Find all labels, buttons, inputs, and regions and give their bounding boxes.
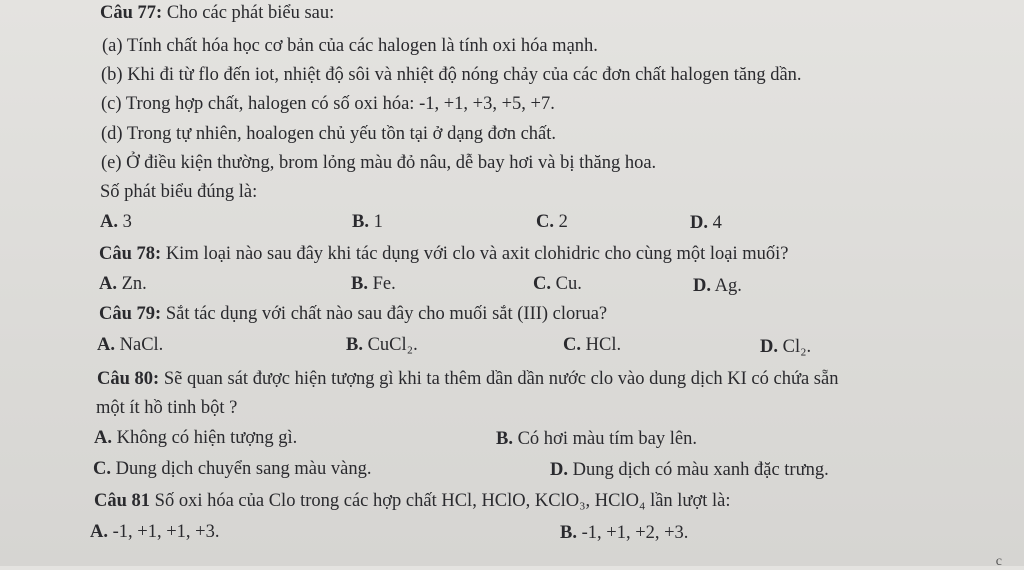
question-prompt: Số phát biểu đúng là: — [100, 182, 258, 202]
option-b — [352, 211, 383, 233]
question-label: Câu 81 — [94, 491, 151, 511]
option-letter: C. — [563, 335, 581, 355]
option-text: 4 — [708, 213, 722, 233]
question-text: Sắt tác dụng với chất nào sau đây cho muối sắt (III) clorua? — [161, 304, 608, 324]
question-text: Sẽ quan sát được hiện tượng gì khi ta thêm dần dần nước clo vào dung dịch KI có chứa sẵn — [159, 369, 839, 389]
statement-d: (d) Trong tự nhiên, hoalogen chủ yếu tồn tại ở dạng đơn chất. — [101, 124, 557, 144]
option-letter: B. — [560, 523, 577, 543]
option-a — [97, 334, 163, 356]
question-81-stem — [94, 490, 731, 512]
option-text: Dung dịch chuyển sang màu vàng. — [111, 459, 372, 479]
option-d — [550, 459, 829, 481]
question-80-stem-continued: một ít hồ tinh bột ? — [96, 398, 238, 418]
option-d — [760, 336, 811, 358]
option-letter: A. — [99, 274, 117, 294]
option-text: Fe. — [367, 274, 396, 294]
option-letter: A. — [97, 335, 115, 355]
option-a — [90, 521, 219, 543]
option-text: -1, +1, +1, +3. — [108, 522, 220, 542]
question-text: Số oxi hóa của Clo trong các hợp chất HCl, HClO, KClO₃, HClO₄ lần lượt là: — [150, 491, 731, 511]
option-letter: B. — [351, 274, 368, 294]
option-letter: D. — [550, 460, 568, 480]
option-letter: A. — [90, 522, 108, 542]
option-d — [690, 212, 722, 234]
option-letter: B. — [352, 212, 369, 232]
option-text: CuCl₂. — [362, 335, 418, 355]
option-letter: C. — [93, 459, 111, 479]
option-d — [693, 275, 742, 297]
option-b — [351, 273, 396, 295]
option-text: 3 — [118, 212, 132, 232]
option-text: Zn. — [117, 274, 147, 294]
option-c — [563, 334, 621, 356]
statement-e: (e) Ở điều kiện thường, brom lỏng màu đỏ nâu, dễ bay hơi và bị thăng hoa. — [101, 153, 657, 173]
option-c — [536, 211, 568, 233]
option-letter: A. — [94, 428, 112, 448]
question-78-stem — [99, 243, 789, 265]
option-text: Có hơi màu tím bay lên. — [512, 429, 697, 449]
option-letter: D. — [760, 337, 778, 357]
option-letter: B. — [496, 429, 513, 449]
option-a — [99, 273, 147, 295]
corner-mark: c — [995, 554, 1002, 569]
option-letter: D. — [693, 276, 711, 296]
option-letter: B. — [346, 335, 363, 355]
question-79-stem — [99, 303, 607, 325]
option-text: -1, +1, +2, +3. — [576, 523, 689, 543]
option-b — [346, 334, 418, 356]
option-text: Không có hiện tượng gì. — [112, 428, 298, 448]
option-text: 2 — [554, 212, 568, 232]
option-a — [100, 211, 132, 233]
statement-a: (a) Tính chất hóa học cơ bản của các halogen là tính oxi hóa mạnh. — [102, 36, 598, 56]
option-text: NaCl. — [115, 335, 164, 355]
question-77-stem — [100, 2, 334, 24]
option-text: Ag. — [711, 276, 742, 296]
option-text: Dung dịch có màu xanh đặc trưng. — [568, 460, 829, 480]
option-b — [496, 428, 697, 450]
question-label: Câu 78: — [99, 244, 162, 264]
option-a — [94, 427, 297, 449]
option-letter: A. — [100, 212, 118, 232]
option-text: 1 — [368, 212, 383, 232]
option-text: Cu. — [551, 274, 582, 294]
option-letter: C. — [533, 274, 551, 294]
question-text: Cho các phát biểu sau: — [162, 3, 335, 23]
option-letter: D. — [690, 213, 708, 233]
option-c — [533, 273, 582, 295]
option-c — [93, 458, 371, 480]
statement-c: (c) Trong hợp chất, halogen có số oxi hóa: -1, +1, +3, +5, +7. — [101, 94, 555, 114]
statement-b: (b) Khi đi từ flo đến iot, nhiệt độ sôi và nhiệt độ nóng chảy của các đơn chất halogen tăng dần. — [101, 65, 802, 85]
option-b — [560, 522, 688, 544]
question-label: Câu 77: — [100, 3, 163, 23]
option-letter: C. — [536, 212, 554, 232]
question-label: Câu 80: — [97, 369, 160, 389]
option-text: HCl. — [581, 335, 622, 355]
option-text: Cl₂. — [778, 337, 812, 357]
question-label: Câu 79: — [99, 304, 162, 324]
question-80-stem — [97, 368, 838, 390]
question-text: Kim loại nào sau đây khi tác dụng với clo và axit clohidric cho cùng một loại muối? — [161, 244, 789, 264]
